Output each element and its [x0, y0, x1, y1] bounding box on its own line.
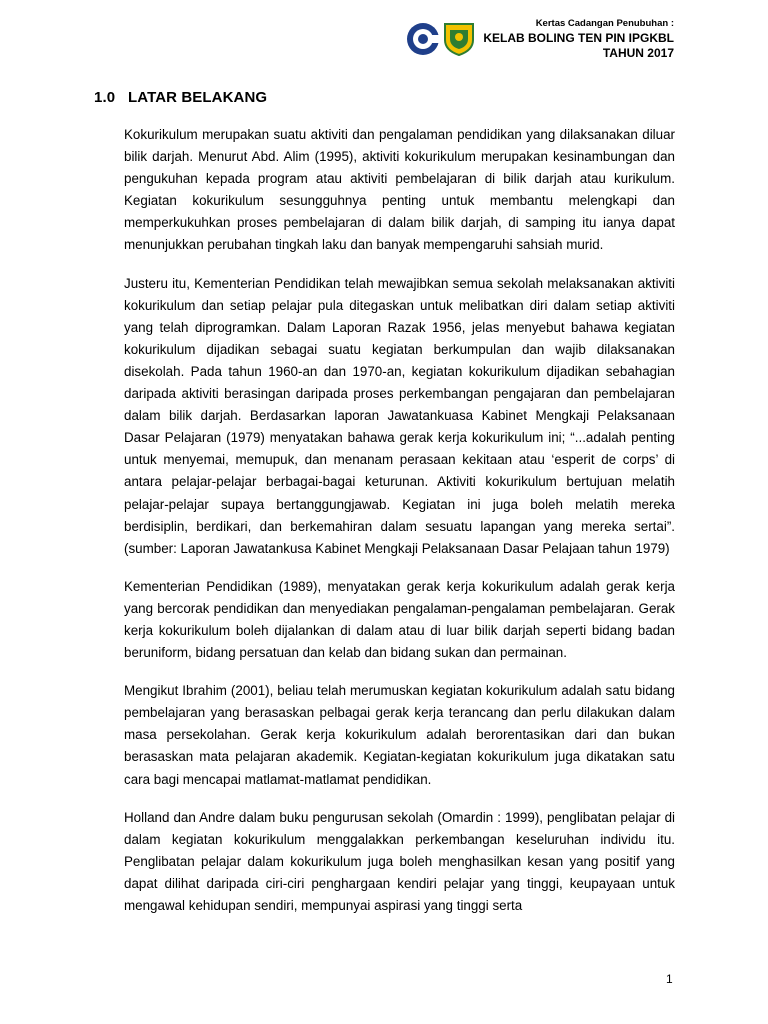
page-header	[406, 16, 674, 61]
paragraph: Justeru itu, Kementerian Pendidikan telah mewajibkan semua sekolah melaksanakan aktiviti kokurikulum dan setiap pelajar pula ditegaskan untuk melibatkan diri dalam setiap aktiviti yang telah diprogramkan. Dalam Laporan Razak 1956, jelas menyebut bahawa kegiatan kokurikulum dijadikan sebagai suatu kegiatan berkumpulan dan wajib dilaksanakan disekolah. Pada tahun 1960-an dan 1970-an, kegiatan kokurikulum dijadikan sebahagian daripada aktiviti berasingan daripada proses perkembangan pengajaran dan pembelajaran dalam bilik darjah. Berdasarkan laporan Jawatankuasa Kabinet Mengkaji Pelaksanaan Dasar Pelajaran (1979) menyatakan bahawa gerak kerja kokurikulum ini; “...adalah penting untuk menyemai, memupuk, dan menanam perasaan kekitaan atau ‘esperit de corps’ di antara pelajar-pelajar berbagai-bagai keturunan. Aktiviti kokurikulum bertujuan melatih pelajar-pelajar supaya bertanggungjawab. Kegiatan ini juga boleh melatih mereka berdisiplin, berdikari, dan berkemahiran dalam sesuatu lapangan yang mereka sertai”. (sumber: Laporan Jawatankusa Kabinet Mengkaji Pelaksanaan Dasar Pelajaan tahun 1979)	[124, 275, 675, 556]
header-logos	[406, 22, 475, 56]
section-title: LATAR BELAKANG	[128, 89, 268, 106]
header-year: TAHUN 2017	[602, 46, 674, 60]
section-number: 1.0	[94, 89, 116, 106]
paragraph: Kokurikulum merupakan suatu aktiviti dan pengalaman pendidikan yang dilaksanakan diluar bilik darjah. Menurut Abd. Alim (1995), aktiviti kokurikulum merupakan kesinambungan dan pengukuhan kepada program atau aktiviti pembelajaran di bilik darjah atau kurikulum. Kegiatan kokurikulum sesungguhnya penting untuk membantu melengkapi dan memperkukuhkan proses pembelajaran di dalam bilik darjah, di samping itu ianya dapat menunjukkan perubahan tingkah laku dan banyak mempengaruhi sahsiah murid.	[124, 127, 675, 253]
header-text	[483, 16, 674, 61]
header-title: KELAB BOLING TEN PIN IPGKBL	[483, 31, 674, 45]
paragraph: Kementerian Pendidikan (1989), menyatakan gerak kerja kokurikulum adalah gerak kerja yang bercorak pendidikan dan menyediakan pengalaman-pengalaman pembelajaran. Gerak kerja kokurikulum boleh dijalankan di dalam atau di luar bilik darjah seperti bidang badan beruniform, bidang persatuan dan kelab dan bidang sukan dan permainan.	[124, 578, 675, 661]
paragraph: Mengikut Ibrahim (2001), beliau telah merumuskan kegiatan kokurikulum adalah satu bidang pembelajaran yang berasaskan pelbagai gerak kerja terancang dan perlu dilakukan dalam masa persekolahan. Gerak kerja kokurikulum adalah berorentasikan dari dan bukan berasaskan mata pelajaran akademik. Kegiatan-kegiatan kokurikulum juga dikatakan satu cara bagi mencapai matlamat-matlamat pendidikan.	[124, 683, 675, 787]
ipg-logo	[406, 22, 440, 56]
paragraph: Holland dan Andre dalam buku pengurusan sekolah (Omardin : 1999), penglibatan pelajar di dalam kegiatan kokurikulum menggalakkan perkembangan keseluruhan individu itu. Penglibatan pelajar dalam kokurikulum juga boleh menghasilkan kesan yang positif yang dapat dilihat daripada ciri-ciri penghargaan kendiri pelajar yang tinggi, keupayaan untuk mengawal kehidupan sendiri, mempunyai aspirasi yang tinggi serta	[124, 809, 675, 913]
ipgkbl-crest-logo	[443, 22, 475, 56]
body-text	[124, 124, 675, 933]
header-subtitle: Kertas Cadangan Penubuhan :	[535, 18, 674, 29]
section-heading	[94, 89, 267, 106]
page-number: 1	[666, 972, 673, 986]
